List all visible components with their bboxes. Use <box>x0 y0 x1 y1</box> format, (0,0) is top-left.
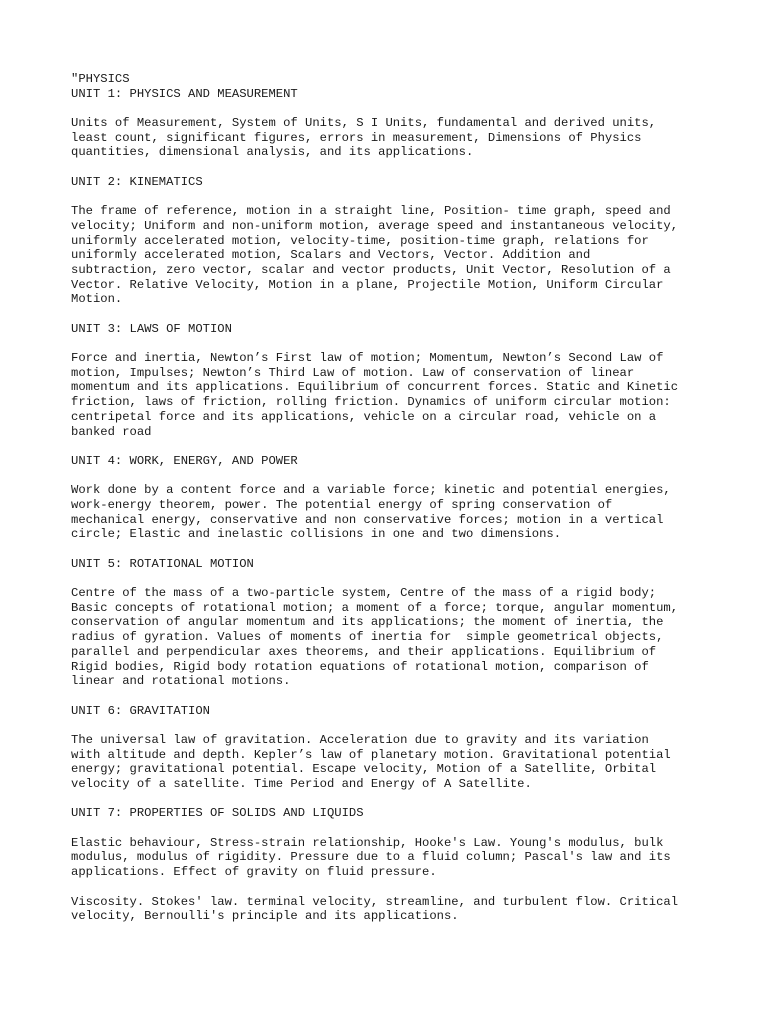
paragraph-spacer <box>71 190 731 205</box>
paragraph-line: Rigid bodies, Rigid body rotation equations of rotational motion, comparison of <box>71 659 649 674</box>
paragraph-line: friction, laws of friction, rolling friction. Dynamics of uniform circular motion: <box>71 395 671 410</box>
document-page <box>71 72 731 939</box>
paragraph-line: Basic concepts of rotational motion; a moment of a force; torque, angular momentum, <box>71 600 679 615</box>
unit-section <box>71 557 731 704</box>
section-spacer <box>71 160 731 175</box>
unit-section <box>71 806 731 938</box>
unit-heading: UNIT 1: PHYSICS AND MEASUREMENT <box>71 86 298 101</box>
units-container <box>71 87 731 939</box>
paragraph-line: conservation of angular momentum and its applications; the moment of inertia, the <box>71 615 664 630</box>
unit-heading: UNIT 5: ROTATIONAL MOTION <box>71 556 254 571</box>
unit-paragraph <box>71 895 731 924</box>
paragraph-spacer <box>71 571 731 586</box>
paragraph-spacer <box>71 821 731 836</box>
paragraph-line: mechanical energy, conservative and non conservative forces; motion in a vertical <box>71 512 664 527</box>
paragraph-line: quantities, dimensional analysis, and its applications. <box>71 145 474 160</box>
paragraph-line: subtraction, zero vector, scalar and vector products, Unit Vector, Resolution of a <box>71 262 671 277</box>
paragraph-line: Elastic behaviour, Stress-strain relationship, Hooke's Law. Young's modulus, bulk <box>71 835 664 850</box>
paragraph-line: centripetal force and its applications, vehicle on a circular road, vehicle on a <box>71 409 657 424</box>
unit-paragraph <box>71 483 731 542</box>
document-title: "PHYSICS <box>71 72 130 86</box>
paragraph-spacer <box>71 880 731 895</box>
paragraph-line: Vector. Relative Velocity, Motion in a plane, Projectile Motion, Uniform Circular <box>71 277 664 292</box>
paragraph-spacer <box>71 718 731 733</box>
paragraph-line: energy; gravitational potential. Escape velocity, Motion of a Satellite, Orbital <box>71 762 657 777</box>
paragraph-line: Work done by a content force and a variable force; kinetic and potential energies, <box>71 483 671 498</box>
unit-paragraph <box>71 836 731 880</box>
unit-section <box>71 704 731 807</box>
paragraph-line: Motion. <box>71 292 123 307</box>
paragraph-line: Force and inertia, Newton’s First law of motion; Momentum, Newton’s Second Law of <box>71 351 664 366</box>
paragraph-spacer <box>71 336 731 351</box>
paragraph-spacer <box>71 469 731 484</box>
paragraph-line: work-energy theorem, power. The potential energy of spring conservation of <box>71 497 613 512</box>
paragraph-line: banked road <box>71 424 152 439</box>
unit-paragraph <box>71 586 731 689</box>
unit-heading: UNIT 3: LAWS OF MOTION <box>71 321 232 336</box>
unit-section <box>71 322 731 454</box>
paragraph-line: with altitude and depth. Kepler’s law of planetary motion. Gravitational potential <box>71 747 671 762</box>
unit-paragraph <box>71 116 731 160</box>
section-spacer <box>71 689 731 704</box>
paragraph-line: least count, significant figures, errors in measurement, Dimensions of Physics <box>71 130 642 145</box>
unit-heading: UNIT 4: WORK, ENERGY, AND POWER <box>71 453 298 468</box>
paragraph-line: Centre of the mass of a two-particle system, Centre of the mass of a rigid body; <box>71 586 657 601</box>
paragraph-line: parallel and perpendicular axes theorems, and their applications. Equilibrium of <box>71 644 657 659</box>
unit-section <box>71 87 731 175</box>
paragraph-line: velocity, Bernoulli's principle and its applications. <box>71 909 459 924</box>
section-spacer <box>71 792 731 807</box>
paragraph-spacer <box>71 101 731 116</box>
paragraph-line: uniformly accelerated motion, Scalars and Vectors, Vector. Addition and <box>71 248 591 263</box>
paragraph-line: radius of gyration. Values of moments of inertia for simple geometrical objects, <box>71 630 664 645</box>
unit-section <box>71 454 731 557</box>
paragraph-line: Units of Measurement, System of Units, S I Units, fundamental and derived units, <box>71 116 657 131</box>
paragraph-line: modulus, modulus of rigidity. Pressure due to a fluid column; Pascal's law and its <box>71 850 671 865</box>
paragraph-line: uniformly accelerated motion, velocity-time, position-time graph, relations for <box>71 233 649 248</box>
paragraph-line: circle; Elastic and inelastic collisions in one and two dimensions. <box>71 527 562 542</box>
section-spacer <box>71 924 731 939</box>
unit-section <box>71 175 731 322</box>
paragraph-line: momentum and its applications. Equilibrium of concurrent forces. Static and Kinetic <box>71 380 679 395</box>
unit-heading: UNIT 2: KINEMATICS <box>71 174 203 189</box>
paragraph-line: velocity; Uniform and non-uniform motion, average speed and instantaneous velocity, <box>71 218 679 233</box>
paragraph-line: The frame of reference, motion in a straight line, Position- time graph, speed and <box>71 204 671 219</box>
section-spacer <box>71 307 731 322</box>
paragraph-line: The universal law of gravitation. Acceleration due to gravity and its variation <box>71 732 649 747</box>
paragraph-line: linear and rotational motions. <box>71 674 291 689</box>
unit-paragraph <box>71 351 731 439</box>
paragraph-line: velocity of a satellite. Time Period and Energy of A Satellite. <box>71 777 532 791</box>
section-spacer <box>71 542 731 557</box>
unit-heading: UNIT 7: PROPERTIES OF SOLIDS AND LIQUIDS <box>71 806 364 821</box>
paragraph-line: motion, Impulses; Newton’s Third Law of motion. Law of conservation of linear <box>71 365 635 380</box>
paragraph-line: Viscosity. Stokes' law. terminal velocity, streamline, and turbulent flow. Critical <box>71 894 679 909</box>
unit-paragraph <box>71 204 731 307</box>
section-spacer <box>71 439 731 454</box>
unit-heading: UNIT 6: GRAVITATION <box>71 703 210 718</box>
paragraph-line: applications. Effect of gravity on fluid pressure. <box>71 865 437 880</box>
unit-paragraph <box>71 733 731 792</box>
